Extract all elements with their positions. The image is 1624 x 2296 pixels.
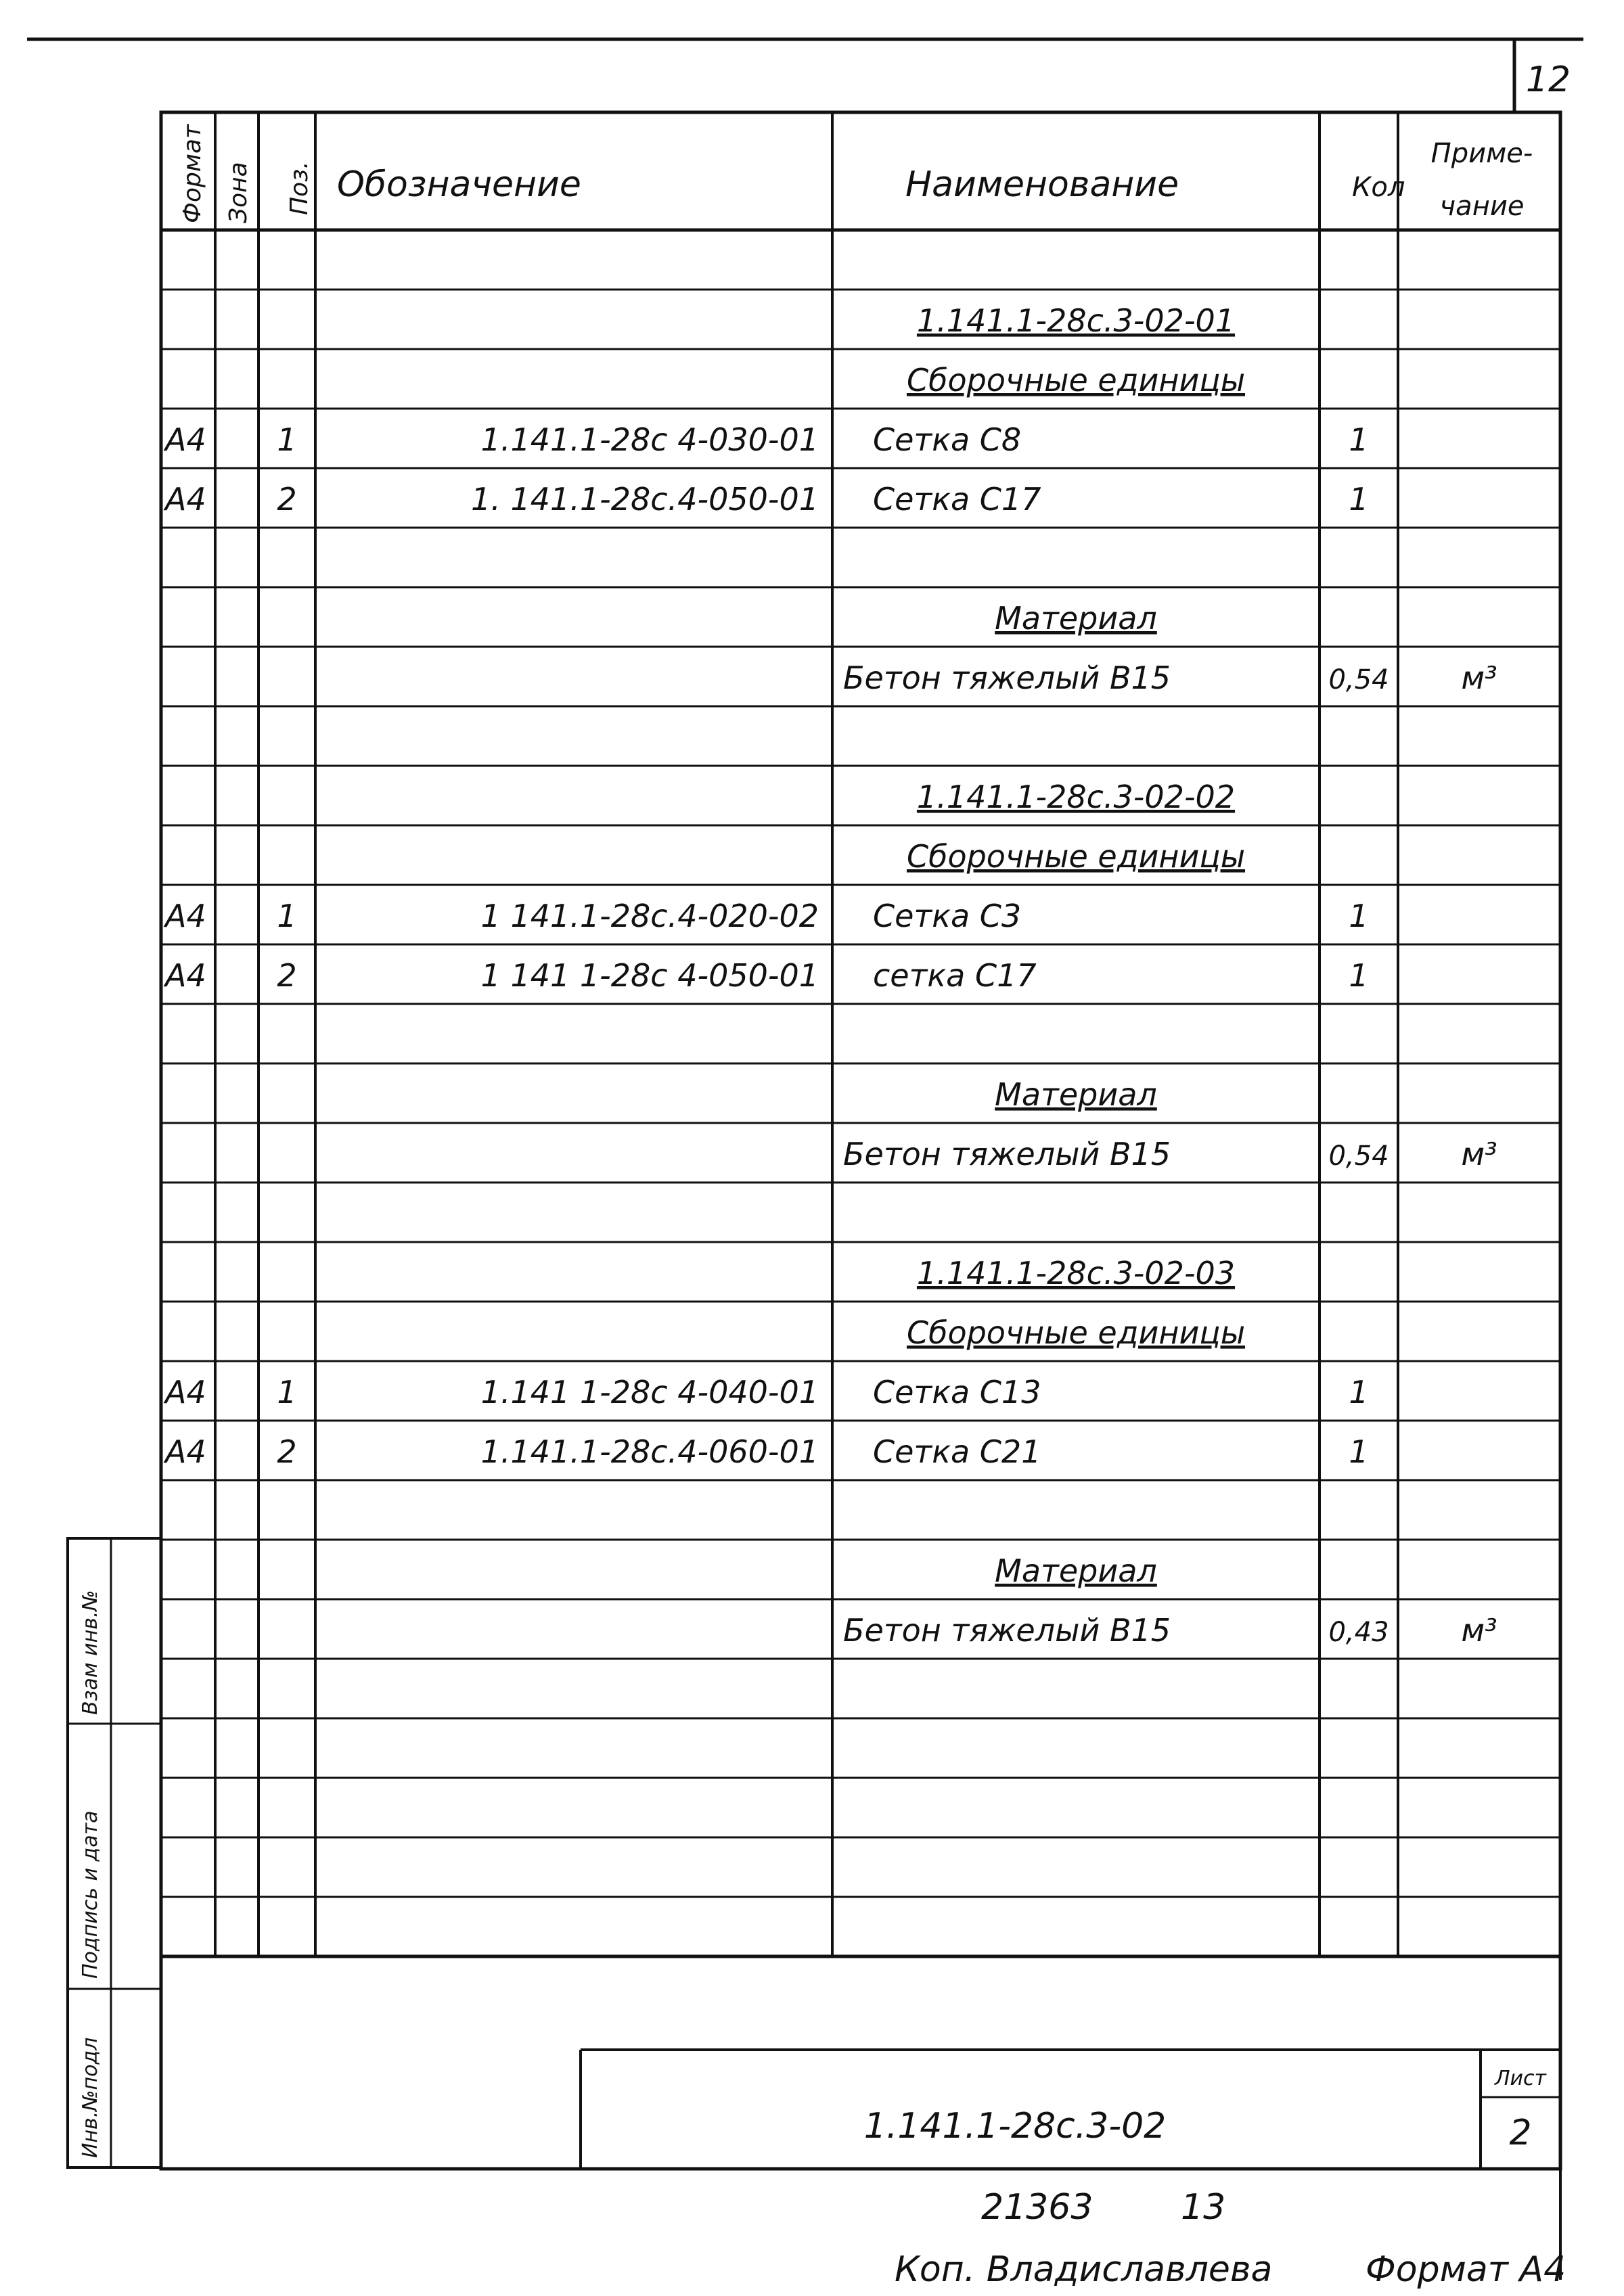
cell-format: А4: [165, 481, 206, 518]
cell-name: Материал: [995, 1076, 1157, 1113]
cell-name: Сетка С13: [873, 1374, 1041, 1410]
cell-pos: 1: [277, 898, 297, 934]
cell-qty: 1: [1349, 1374, 1369, 1410]
cell-name: сетка С17: [873, 957, 1037, 994]
title-block: [581, 2050, 1560, 2169]
cell-format: А4: [165, 1433, 206, 1470]
side-label-replace-inv: Взам инв.№: [78, 1590, 102, 1715]
header-note-line1: Приме-: [1430, 138, 1533, 169]
cell-qty: 0,43: [1328, 1617, 1389, 1648]
cell-pos: 2: [277, 481, 297, 518]
cell-name: Сетка С8: [873, 421, 1022, 458]
cell-designation: 1. 141.1-28с.4-050-01: [470, 481, 819, 518]
cell-qty: 1: [1349, 481, 1369, 518]
cell-format: А4: [165, 1374, 206, 1410]
side-label-inv-orig: Инв.№подл: [78, 2037, 102, 2158]
cell-designation: 1.141.1-28с 4-030-01: [480, 421, 819, 458]
cell-pos: 2: [277, 1433, 297, 1470]
header-zone: Зона: [225, 162, 252, 223]
cell-name: Сетка С3: [873, 898, 1022, 934]
spec-table-rows: [163, 302, 1497, 1649]
cell-designation: 1.141.1-28с.4-060-01: [480, 1433, 819, 1470]
footer-stamp: 21363: [981, 2187, 1093, 2228]
cell-note: м³: [1461, 1612, 1497, 1649]
cell-name: Бетон тяжелый В15: [843, 1612, 1171, 1649]
cell-name: Сборочные единицы: [906, 838, 1246, 875]
sheet-number: 12: [1525, 60, 1571, 100]
cell-note: м³: [1461, 660, 1497, 696]
spec-table-grid: [161, 112, 1560, 1956]
header-designation: Обозначение: [337, 164, 581, 205]
cell-name: 1.141.1-28с.3-02-03: [916, 1255, 1236, 1291]
footer-number: 13: [1181, 2187, 1226, 2228]
title-block-designation: 1.141.1-28с.3-02: [863, 2106, 1167, 2146]
header-qty: Кол: [1352, 172, 1405, 203]
side-stamp: [68, 1538, 161, 2167]
cell-name: Материал: [995, 600, 1157, 637]
cell-designation: 1 141.1-28с.4-020-02: [480, 898, 819, 934]
cell-qty: 1: [1349, 421, 1369, 458]
cell-format: А4: [165, 898, 206, 934]
cell-format: А4: [165, 421, 206, 458]
cell-pos: 1: [277, 421, 297, 458]
cell-name: Сборочные единицы: [906, 362, 1246, 398]
cell-qty: 1: [1349, 898, 1369, 934]
title-block-sheet-label: Лист: [1494, 2067, 1547, 2090]
cell-name: Материал: [995, 1553, 1157, 1589]
cell-qty: 0,54: [1328, 1141, 1389, 1172]
footer-format: Формат А4: [1366, 2249, 1566, 2290]
side-label-sign-date: Подпись и дата: [78, 1810, 102, 1979]
cell-format: А4: [165, 957, 206, 994]
header-format: Формат: [179, 124, 206, 223]
header-note-line2: чание: [1439, 191, 1525, 222]
cell-pos: 2: [277, 957, 297, 994]
cell-name: Бетон тяжелый В15: [843, 1136, 1171, 1172]
cell-qty: 0,54: [1328, 664, 1389, 695]
cell-qty: 1: [1349, 957, 1369, 994]
cell-name: Сборочные единицы: [906, 1314, 1246, 1351]
cell-name: Бетон тяжелый В15: [843, 660, 1171, 696]
footer: [895, 2187, 1566, 2290]
title-block-sheet-value: 2: [1509, 2113, 1532, 2153]
table-header: [179, 124, 1533, 223]
cell-name: Сетка С21: [873, 1433, 1041, 1470]
cell-qty: 1: [1349, 1433, 1369, 1470]
cell-designation: 1 141 1-28с 4-050-01: [480, 957, 819, 994]
cell-designation: 1.141 1-28с 4-040-01: [480, 1374, 819, 1410]
header-name: Наименование: [905, 164, 1179, 205]
cell-name: 1.141.1-28с.3-02-01: [916, 302, 1236, 339]
cell-name: 1.141.1-28с.3-02-02: [916, 779, 1236, 815]
header-pos: Поз.: [286, 161, 313, 215]
cell-pos: 1: [277, 1374, 297, 1410]
footer-copied-by: Коп. Владиславлева: [895, 2249, 1273, 2290]
cell-note: м³: [1461, 1136, 1497, 1172]
cell-name: Сетка С17: [873, 481, 1041, 518]
